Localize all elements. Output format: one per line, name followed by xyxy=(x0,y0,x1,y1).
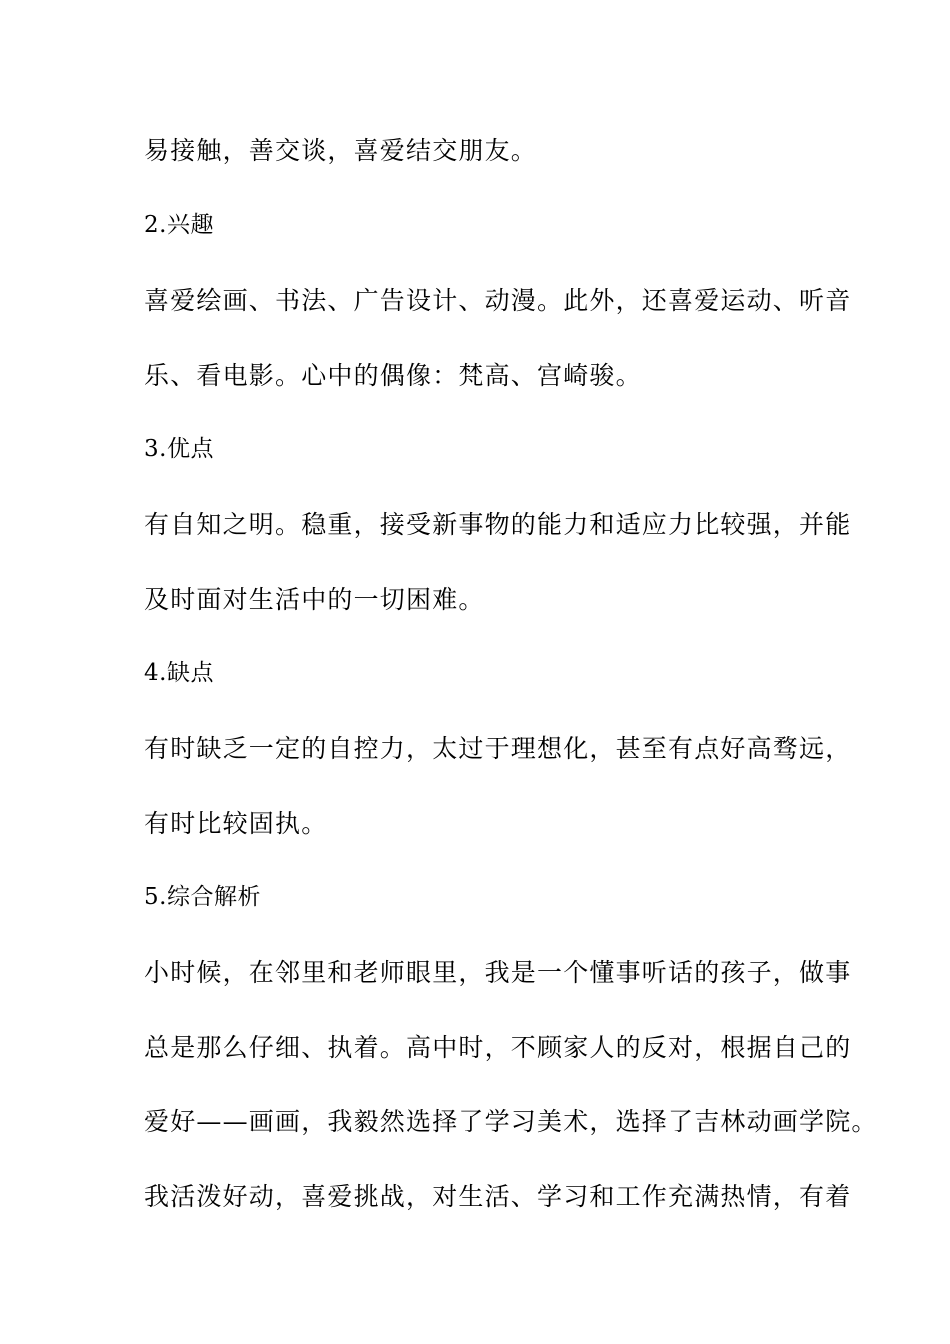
section-heading-interests: 2.兴趣 xyxy=(144,212,214,238)
paragraph-line: 易接触，善交谈，喜爱结交朋友。 xyxy=(144,136,538,165)
paragraph-line: 及时面对生活中的一切困难。 xyxy=(144,585,485,614)
paragraph-line: 总是那么仔细、执着。高中时，不顾家人的反对，根据自己的 xyxy=(144,1033,852,1062)
paragraph-line: 我活泼好动，喜爱挑战，对生活、学习和工作充满热情，有着 xyxy=(144,1182,852,1211)
paragraph-line: 爱好——画画，我毅然选择了学习美术，选择了吉林动画学院。 xyxy=(144,1107,878,1136)
paragraph-line: 有自知之明。稳重，接受新事物的能力和适应力比较强，并能 xyxy=(144,510,852,539)
paragraph-line: 乐、看电影。心中的偶像：梵高、宫崎骏。 xyxy=(144,361,642,390)
section-heading-weaknesses: 4.缺点 xyxy=(144,660,214,686)
paragraph-line: 有时比较固执。 xyxy=(144,809,328,838)
section-heading-analysis: 5.综合解析 xyxy=(144,884,261,910)
paragraph-line: 有时缺乏一定的自控力，太过于理想化，甚至有点好高骛远， xyxy=(144,734,852,763)
section-heading-strengths: 3.优点 xyxy=(144,436,214,462)
paragraph-line: 喜爱绘画、书法、广告设计、动漫。此外，还喜爱运动、听音 xyxy=(144,286,852,315)
paragraph-line: 小时候，在邻里和老师眼里，我是一个懂事听话的孩子，做事 xyxy=(144,958,852,987)
